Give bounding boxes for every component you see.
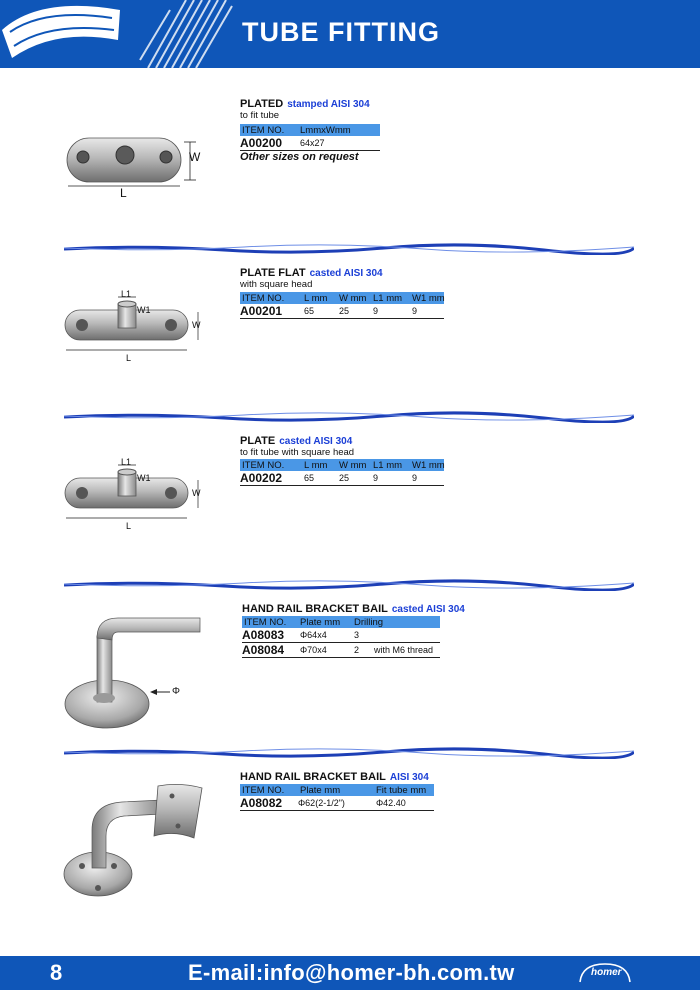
col-header: L mm [304,293,328,304]
table-header [240,292,444,304]
col-header: W1 mm [412,460,445,471]
col-header: ITEM NO. [242,293,285,304]
section-material: casted AISI 304 [279,436,353,447]
col-header: Plate mm [300,617,341,628]
col-header: L1 mm [373,460,403,471]
hand-rail-bracket-bail-image [62,612,222,742]
col-header: Plate mm [300,785,341,796]
cell: 64x27 [300,138,325,148]
section-plate-flat [240,267,383,290]
plate-image [62,456,212,536]
col-header: Fit tube mm [376,785,427,796]
table-row [240,472,444,486]
cell: 65 [304,473,315,483]
dim-label-w: W [192,320,201,330]
section-hand-rail-bracket-bail [242,603,465,615]
cell: 65 [304,306,315,316]
cell: 25 [339,306,350,316]
table-header [240,459,444,471]
plated-fitting-image [62,130,222,200]
hand-rail-bracket-bail-saddle-image [62,780,212,910]
cell: Φ64x4 [300,630,327,640]
section-plate [240,435,354,458]
page-title: TUBE FITTING [242,17,440,47]
dim-label-l1: L1 [121,289,132,299]
section-title: HAND RAIL BRACKET BAIL [242,603,388,615]
section-plated [240,98,370,121]
item-code: A00201 [240,304,283,318]
col-header: L1 mm [373,293,403,304]
section-title: HAND RAIL BRACKET BAIL [240,771,386,783]
table-row [242,629,440,643]
item-code: A08083 [242,628,285,642]
divider [64,243,634,255]
col-header: ITEM NO. [242,460,285,471]
sizes-note: Other sizes on request [240,151,359,163]
item-code: A00200 [240,136,283,150]
tube-elbow-logo-icon [0,0,240,68]
table-row [240,797,434,811]
cell: 25 [339,473,350,483]
email-contact: E-mail:info@homer-bh.com.tw [188,960,515,985]
plate-flat-image [62,288,212,368]
dim-label-l: L [126,521,132,531]
section-material: casted AISI 304 [309,268,383,279]
col-header: ITEM NO. [242,125,285,136]
dim-label-w: W [192,488,201,498]
item-code: A08082 [240,796,283,810]
cell: 3 [354,630,360,640]
section-subtitle: to fit tube [240,110,280,121]
col-header: LmmxWmm [300,125,351,136]
dim-label-l: L [120,186,127,200]
cell: 9 [373,473,379,483]
dim-label-l: L [126,353,132,363]
cell: Φ42.40 [376,798,406,808]
cell: Φ62(2-1/2") [298,798,345,808]
section-subtitle: to fit tube with square head [240,447,355,458]
cell: 9 [412,306,418,316]
cell: 9 [412,473,418,483]
col-header: Drilling [354,617,384,628]
dim-label-phi: Φ [172,686,180,697]
section-title: PLATED [240,98,284,110]
col-header: W1 mm [412,293,445,304]
section-material: stamped AISI 304 [287,99,370,110]
section-subtitle: with square head [240,279,313,290]
table-header [240,124,380,136]
dim-label-w1: W1 [137,473,151,483]
divider [64,411,634,423]
item-code: A00202 [240,471,283,485]
cell: 2 [354,645,360,655]
logo-text: homer [591,967,622,978]
section-material: casted AISI 304 [391,604,465,615]
cell: Φ70x4 [300,645,327,655]
dim-label-w1: W1 [137,305,151,315]
section-material: AISI 304 [389,772,429,783]
col-header: ITEM NO. [244,617,287,628]
table-header [240,784,434,796]
item-code: A08084 [242,643,285,657]
divider [64,747,634,759]
table-row [240,137,380,151]
section-title: PLATE FLAT [240,267,306,279]
dim-label-l1: L1 [121,457,132,467]
page-footer [0,956,700,990]
cell: 9 [373,306,379,316]
table-header [242,616,440,628]
cell: with M6 thread [374,645,434,655]
section-title: PLATE [240,435,276,447]
table-row [242,644,440,658]
col-header: W mm [339,460,367,471]
dim-label-w: W [189,150,201,164]
col-header: ITEM NO. [242,785,285,796]
page-number: 8 [50,960,63,985]
col-header: L mm [304,460,328,471]
section-hand-rail-bracket-bail-2 [240,771,429,783]
divider [64,579,634,591]
table-row [240,305,444,319]
col-header: W mm [339,293,367,304]
page-header [0,0,700,68]
